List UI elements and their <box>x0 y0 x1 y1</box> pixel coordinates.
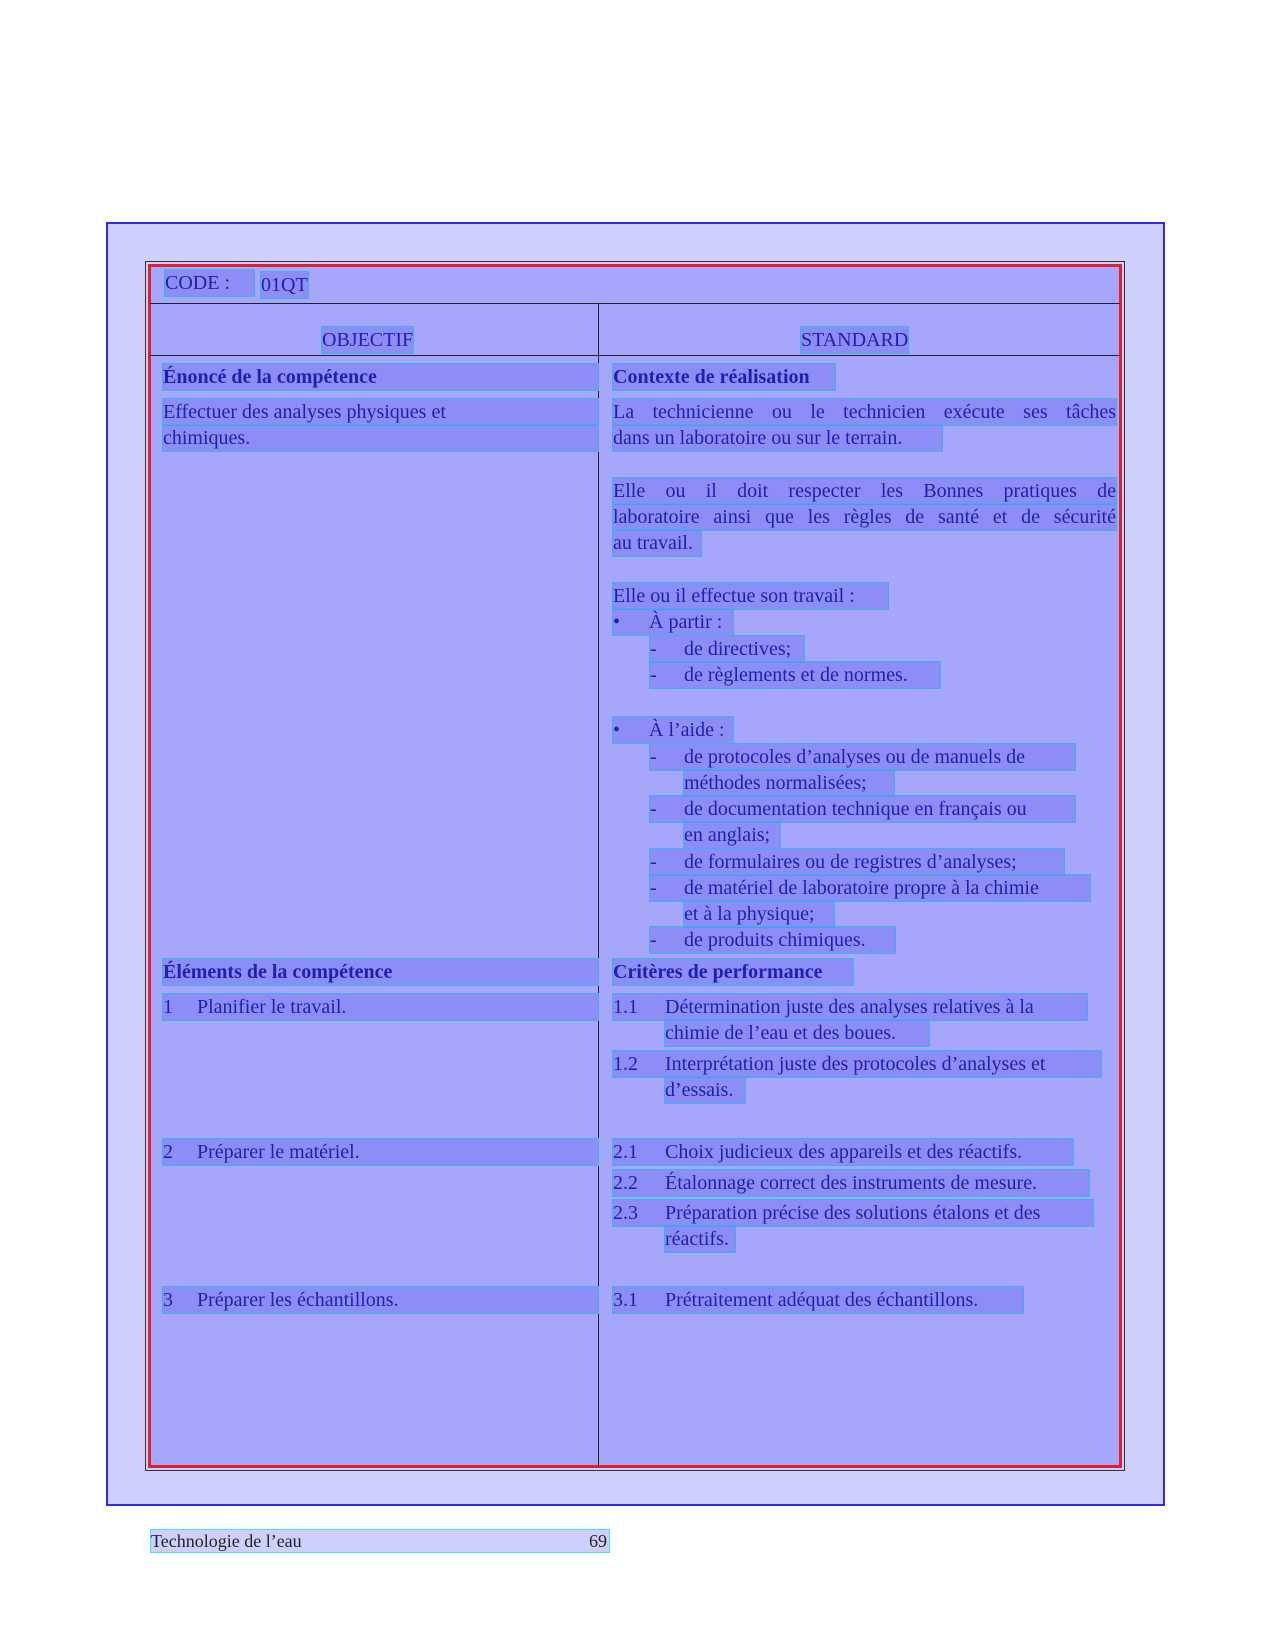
critere-item: 1.1 Détermination juste des analyses relatives à la <box>613 994 1087 1020</box>
header-divider-bottom <box>150 355 1120 356</box>
contexte-paragraph-line: Elle ou il doit respecter les Bonnes pratiques de <box>613 480 1116 502</box>
a-laide-item: - de matériel de laboratoire propre à la chimie <box>650 875 1090 901</box>
header-objectif: OBJECTIF <box>322 329 414 351</box>
enonce-text-line: Effectuer des analyses physiques et <box>163 399 598 425</box>
bullet-a-laide: • À l’aide : <box>613 717 733 743</box>
a-laide-item: - de documentation technique en français ou <box>650 796 1075 822</box>
critere-item: 2.1 Choix judicieux des appareils et des réactifs. <box>613 1139 1073 1165</box>
element-item: 1 Planifier le travail. <box>163 994 598 1020</box>
critere-item: 1.2 Interprétation juste des protocoles d’analyses et <box>613 1051 1101 1077</box>
critere-item-continuation: d’essais. <box>665 1077 745 1103</box>
header-standard: STANDARD <box>801 329 909 351</box>
critere-item: 2.3 Préparation précise des solutions étalons et des <box>613 1200 1093 1226</box>
bullet-symbol: • <box>613 611 621 633</box>
a-laide-item-continuation: en anglais; <box>684 822 780 848</box>
contexte-title: Contexte de réalisation <box>613 364 835 390</box>
critere-item-continuation: chimie de l’eau et des boues. <box>665 1020 929 1046</box>
bullet-symbol: • <box>613 719 621 741</box>
a-partir-item: - de règlements et de normes. <box>650 662 940 688</box>
a-laide-item: - de formulaires ou de registres d’analyses; <box>650 849 1064 875</box>
elements-title: Éléments de la compétence <box>163 959 598 985</box>
a-laide-item: - de produits chimiques. <box>650 927 895 953</box>
dash-symbol: - <box>650 746 657 768</box>
dash-symbol: - <box>650 929 657 951</box>
critere-item: 2.2 Étalonnage correct des instruments de mesure. <box>613 1170 1089 1196</box>
contexte-paragraph-line: laboratoire ainsi que les règles de santé et de sécurité <box>613 506 1116 528</box>
dash-symbol: - <box>650 851 657 873</box>
critere-item-continuation: réactifs. <box>665 1226 735 1252</box>
footer <box>151 1530 609 1552</box>
dash-symbol: - <box>650 798 657 820</box>
dash-symbol: - <box>650 877 657 899</box>
code-label: CODE : <box>165 270 254 296</box>
contexte-paragraph-line: au travail. <box>613 530 701 556</box>
footer-title: Technologie de l’eau <box>151 1531 302 1551</box>
critere-item: 3.1 Prétraitement adéquat des échantillons. <box>613 1287 1023 1313</box>
enonce-title: Énoncé de la compétence <box>163 364 598 390</box>
dash-symbol: - <box>650 638 657 660</box>
criteres-title: Critères de performance <box>613 959 853 985</box>
a-laide-item: - de protocoles d’analyses ou de manuels de <box>650 744 1075 770</box>
a-laide-item-continuation: et à la physique; <box>684 901 834 927</box>
contexte-paragraph-line: dans un laboratoire ou sur le terrain. <box>613 425 942 451</box>
enonce-text-line: chimiques. <box>163 425 598 451</box>
page-number: 69 <box>589 1531 607 1551</box>
a-partir-item: - de directives; <box>650 636 804 662</box>
dash-symbol: - <box>650 664 657 686</box>
element-item: 3 Préparer les échantillons. <box>163 1287 598 1313</box>
contexte-paragraph-line: Elle ou il effectue son travail : <box>613 583 888 609</box>
code-value: 01QT <box>261 274 308 296</box>
a-laide-item-continuation: méthodes normalisées; <box>684 770 894 796</box>
bullet-a-partir: • À partir : <box>613 609 733 635</box>
element-item: 2 Préparer le matériel. <box>163 1139 598 1165</box>
column-divider <box>598 304 599 1467</box>
header-divider-top <box>150 303 1120 304</box>
contexte-paragraph-line: La technicienne ou le technicien exécute ses tâches <box>613 401 1116 423</box>
